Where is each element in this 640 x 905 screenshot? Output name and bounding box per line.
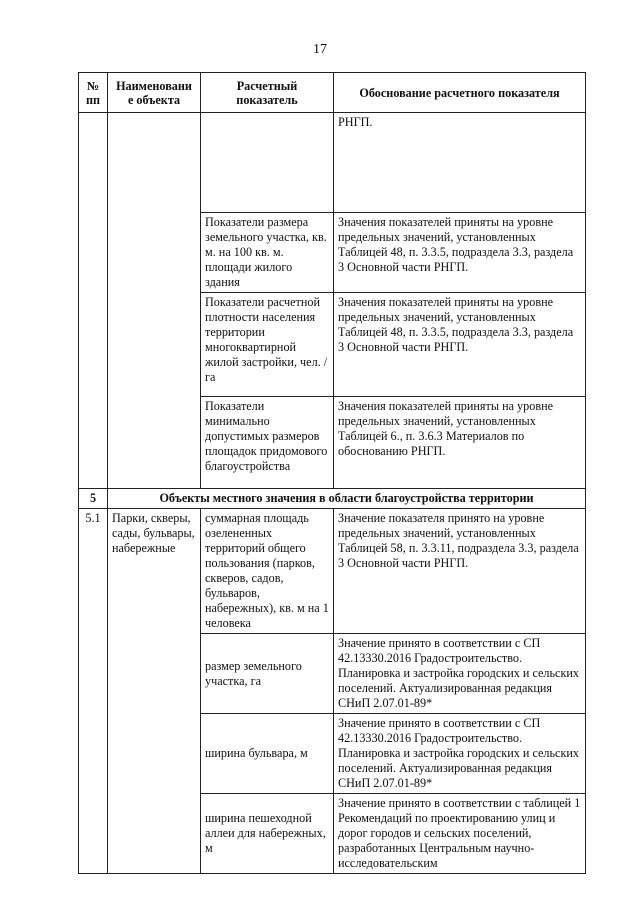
indicator-cell: Показатели минимально допустимых размеров площадок придомового благоустройства: [201, 397, 334, 489]
header-num: № пп: [79, 73, 108, 113]
indicator-cell: Показатели расчетной плотности населения территории многоквартирной жилой застройки, чел. / га: [201, 293, 334, 397]
basis-cell: Значения показателей приняты на уровне предельных значений, установленных Таблицей 48, п. 3.3.5, подраздела 3.3, раздела 3 Основной части РНГП.: [334, 293, 586, 397]
basis-cell: Значения показателей приняты на уровне предельных значений, установленных Таблицей 6., п. 3.6.3 Материалов по обоснованию РНГП.: [334, 397, 586, 489]
table-row: [79, 509, 586, 634]
page-number: 17: [313, 42, 327, 57]
table-header-row: [79, 73, 586, 113]
indicator-cell: ширина пешеходной аллеи для набережных, м: [201, 794, 334, 874]
section-num: 5: [79, 489, 108, 509]
section-row: [79, 489, 586, 509]
item-name: Парки, скверы, сады, бульвары, набережные: [108, 509, 201, 874]
cont-indicator-cell: [201, 113, 334, 213]
section-title: Объекты местного значения в области благоустройства территории: [108, 489, 586, 509]
cont-basis-cell: РНГП.: [334, 113, 586, 213]
indicator-cell: суммарная площадь озелененных территорий общего пользования (парков, скверов, садов, бульваров, набережных), кв. м на 1 человека: [201, 509, 334, 634]
indicator-cell: размер земельного участка, га: [201, 634, 334, 714]
cont-name-cell: [108, 113, 201, 489]
indicators-table: [78, 72, 586, 874]
table-row: [79, 113, 586, 213]
header-indicator: Расчетный показатель: [201, 73, 334, 113]
basis-cell: Значение принято в соответствии с таблицей 1 Рекомендаций по проектированию улиц и дорог городов и сельских поселений, разработанных Центральным научно-исследовательским: [334, 794, 586, 874]
header-basis: Обоснование расчетного показателя: [334, 73, 586, 113]
basis-cell: Значение принято в соответствии с СП 42.13330.2016 Градостроительство. Планировка и застройка городских и сельских поселений. Актуализированная редакция СНиП 2.07.01-89*: [334, 634, 586, 714]
basis-cell: Значения показателей приняты на уровне предельных значений, установленных Таблицей 48, п. 3.3.5, подраздела 3.3, раздела 3 Основной части РНГП.: [334, 213, 586, 293]
item-num: 5.1: [79, 509, 108, 874]
header-name: Наименовани е объекта: [108, 73, 201, 113]
cont-num-cell: [79, 113, 108, 489]
indicator-cell: ширина бульвара, м: [201, 714, 334, 794]
basis-cell: Значение принято в соответствии с СП 42.13330.2016 Градостроительство. Планировка и застройка городских и сельских поселений. Актуализированная редакция СНиП 2.07.01-89*: [334, 714, 586, 794]
basis-cell: Значение показателя принято на уровне предельных значений, установленных Таблицей 58, п. 3.3.11, подраздела 3.3, раздела 3 Основной части РНГП.: [334, 509, 586, 634]
indicator-cell: Показатели размера земельного участка, кв. м. на 100 кв. м. площади жилого здания: [201, 213, 334, 293]
